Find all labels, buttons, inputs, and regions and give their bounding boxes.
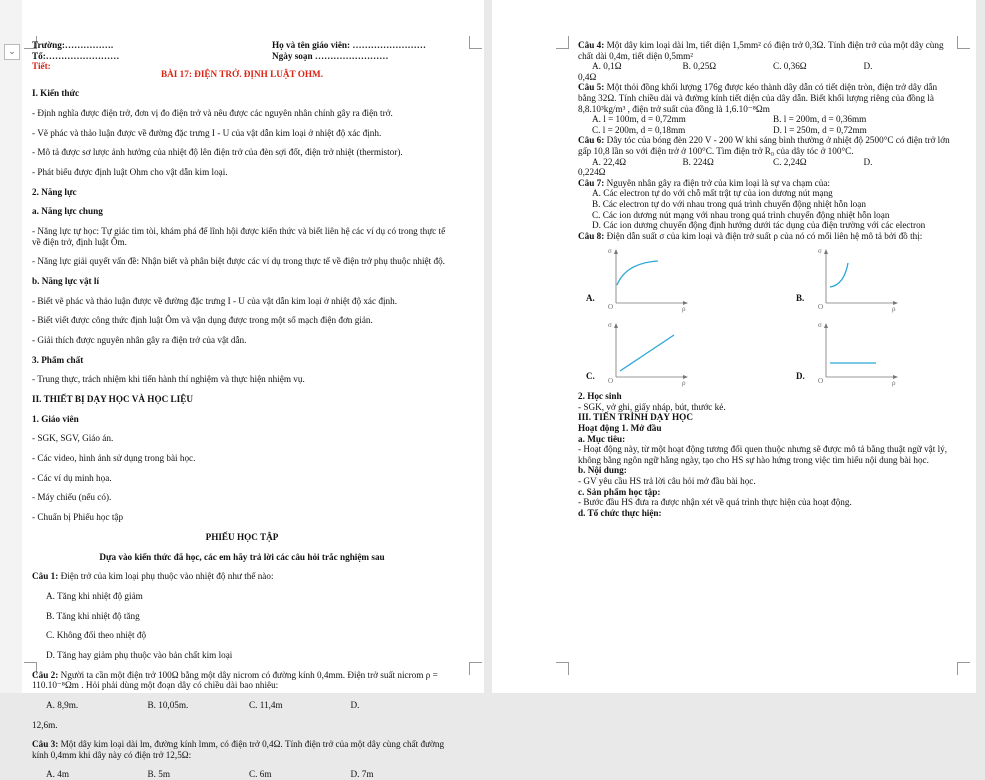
- body-text: - Chuẩn bị Phiếu học tập: [32, 512, 124, 523]
- answer-option[interactable]: D. l = 250m, d = 0,72mm: [773, 124, 867, 135]
- answer-option[interactable]: B. Tăng khi nhiệt độ tăng: [46, 610, 140, 621]
- answer-option[interactable]: C. Không đổi theo nhiệt độ: [46, 630, 147, 641]
- body-text: - Các video, hình ảnh sử dụng trong bài học.: [32, 453, 196, 464]
- answer-option[interactable]: D. 7m: [350, 769, 374, 780]
- body-text: - Trung thực, trách nhiệm khi tiến hành thí nghiệm và thực hiện nhiệm vụ.: [32, 374, 305, 385]
- question-text: Câu 7: Nguyên nhân gây ra điện trở của kim loại là sự va chạm của:: [578, 177, 830, 188]
- answer-options: [32, 769, 452, 780]
- body-text: - Vẽ phác và thảo luận được về đường đặc trưng I - U của vật dẫn kim loại ở nhiệt độ xác định.: [32, 127, 382, 138]
- body-text: - Năng lực giải quyết vấn đề: Nhận biết và phân biệt được các ví dụ trong thực tế về điện trở phụ thuộc nhiệt độ.: [32, 256, 445, 267]
- date-field[interactable]: Ngày soạn ……………………: [272, 50, 389, 61]
- question-text: Câu 3: Một dây kim loại dài lm, đường kính lmm, có điện trở 0,4Ω. Tính điện trở của một dây cùng chất đường kính 0,4mm khi dây này có điện trở 12,5Ω:: [32, 739, 445, 760]
- answer-option[interactable]: D. Tăng hay giảm phụ thuộc vào bản chất kim loại: [46, 649, 233, 660]
- body-text: - Định nghĩa được điện trở, đơn vị đo điện trở và nêu được các nguyên nhân chính gây ra điện trở.: [32, 107, 393, 118]
- question-number: Câu 2:: [32, 669, 59, 680]
- document-page-1: [22, 0, 484, 780]
- question-number: Câu 1:: [32, 571, 59, 582]
- answer-options: [578, 114, 954, 135]
- body-text: - Các ví dụ minh họa.: [32, 472, 112, 483]
- answer-option[interactable]: A. 4m: [46, 769, 69, 780]
- answer-option[interactable]: C. 0,36Ω: [773, 61, 807, 72]
- answer-option[interactable]: C. 11,4m: [249, 699, 283, 710]
- page2-questions: [578, 40, 954, 241]
- answer-option[interactable]: B. 5m: [147, 769, 170, 780]
- answer-option[interactable]: A. 22,4Ω: [592, 156, 627, 167]
- crop-mark: [556, 662, 569, 675]
- answer-option[interactable]: C. 2,24Ω: [773, 156, 807, 167]
- graph-d-svg: [796, 319, 906, 388]
- answer-option[interactable]: C. 6m: [249, 769, 272, 780]
- graph-c-origin: O: [608, 377, 614, 386]
- graph-b-y-label: σ: [818, 247, 822, 256]
- crop-mark: [556, 36, 569, 49]
- body-text: - Máy chiếu (nếu có).: [32, 492, 112, 503]
- group-field[interactable]: Tổ:……………………: [32, 50, 120, 61]
- answer-option[interactable]: A. Tăng khi nhiệt độ giảm: [46, 590, 143, 601]
- graph-a-svg: [586, 245, 696, 314]
- section-heading: III. TIẾN TRÌNH DẠY HỌC: [578, 412, 693, 423]
- graph-b-x-label: ρ: [892, 305, 896, 314]
- body-text: - Biết viết được công thức định luật Ôm và vận dụng được trong một số mạch điện đơn giản.: [32, 315, 373, 326]
- question-number: Câu 4:: [578, 40, 605, 50]
- question-number: Câu 8:: [578, 230, 605, 241]
- graph-d: [796, 319, 906, 388]
- question-text: Câu 6: Dây tóc của bóng đèn 220 V - 200 W khi sáng bình thường ở nhiệt độ 2500°C có điện trở lớn gấp 10,8 lần so với điện trở ở 100°C. Tìm điện trở R₀ của dây tóc ở 100°C.: [578, 135, 950, 156]
- graph-d-y-label: σ: [818, 321, 822, 330]
- graph-d-origin: O: [818, 377, 824, 386]
- graph-b: [796, 245, 906, 314]
- answer-option[interactable]: B. 0,25Ω: [682, 61, 717, 72]
- body-text: 0,4Ω: [578, 71, 597, 82]
- section-heading: d. Tổ chức thực hiện:: [578, 507, 662, 518]
- section-heading: 2. Học sinh: [578, 391, 622, 402]
- graph-a-label[interactable]: A.: [586, 293, 595, 304]
- graph-c-y-label: σ: [608, 321, 612, 330]
- crop-mark: [957, 662, 970, 675]
- page2-content: [578, 40, 954, 518]
- body-text: - Phát biểu được định luật Ohm cho vật dẫn kim loại.: [32, 166, 228, 177]
- graph-d-x-label: ρ: [892, 379, 896, 388]
- body-text: 12,6m.: [32, 719, 58, 730]
- body-text: - Hoạt động này, từ một hoạt động tương đối quen thuộc nhưng sẽ được mô tả bằng thuật ngữ vật lý, không bằng ngôn ngữ hằng ngày, tạo cho HS sự hào hứng trong việc tìm hiểu nội dung bài học.: [578, 444, 948, 465]
- worksheet-heading: PHIẾU HỌC TẬP: [205, 531, 279, 542]
- answer-option[interactable]: A. Các electron tự do với chỗ mất trật tự của ion dương nút mạng: [592, 188, 833, 199]
- body-text: - Năng lực tự học: Tự giác tìm tòi, khám phá để lĩnh hội được kiến thức và biết liên hệ các ví dụ có trong thực tế về điện trở, định luật Ôm.: [32, 226, 446, 247]
- body-text: - GV yêu cầu HS trả lời câu hỏi mở đầu bài học.: [578, 476, 756, 487]
- chevron-down-icon[interactable]: ⌄: [4, 44, 20, 60]
- body-text: 0,224Ω: [578, 167, 606, 178]
- school-field[interactable]: Trường:…………….: [32, 40, 114, 50]
- body-text: - Mô tả được sơ lược ảnh hưởng của nhiệt độ lên điện trở của đèn sợi đốt, điện trở nhiệt (thermistor).: [32, 147, 403, 158]
- answer-option[interactable]: C. Các ion dương nút mạng với nhau trong quá trình chuyển động nhiệt hỗn loạn: [592, 209, 890, 220]
- answer-option[interactable]: B. Các electron tự do với nhau trong quá trình chuyển động nhiệt hỗn loạn: [592, 198, 866, 209]
- answer-options: [578, 61, 954, 72]
- lesson-period: Tiết:: [32, 61, 51, 71]
- graph-b-label[interactable]: B.: [796, 293, 805, 304]
- graph-c-line: [620, 335, 674, 371]
- graph-a-x-label: ρ: [682, 305, 686, 314]
- left-gutter: [0, 0, 22, 693]
- graph-b-svg: [796, 245, 906, 314]
- body-text: - Bước đầu HS đưa ra được nhận xét về quá trình thực hiện của hoạt động.: [578, 497, 852, 508]
- page1-content: [32, 88, 452, 780]
- graph-d-label[interactable]: D.: [796, 371, 805, 382]
- section-heading: b. Nội dung:: [578, 465, 627, 476]
- answer-option[interactable]: D.: [350, 699, 360, 710]
- body-text: - Biết vẽ phác và thảo luận được về đường đặc trưng I - U của vật dẫn kim loại ở nhiệt độ xác định.: [32, 295, 398, 306]
- question-text: Câu 2: Người ta cần một điện trở 100Ω bằng một dây nicrom có đường kính 0,4mm. Điện trở suất nicrom ρ = 110.10⁻⁸Ωm . Hỏi phải dùng một đoạn dây có chiều dài bao nhiêu:: [32, 669, 438, 691]
- answer-option[interactable]: B. 10,05m.: [147, 699, 189, 710]
- question-text: Câu 4: Một dây kim loại dài lm, tiết diện 1,5mm² có điện trở 0,3Ω. Tính điện trở của một dây cùng chất dài 0,4m, tiết diện 0,5mm²: [578, 40, 944, 61]
- question-text: Câu 8: Điện dẫn suất σ của kim loại và điện trở suất ρ của nó có mối liên hệ mô tả bởi đồ thị:: [578, 230, 923, 241]
- section-heading: a. Mục tiêu:: [578, 433, 626, 444]
- section-heading: 3. Phẩm chất: [32, 354, 84, 365]
- graph-a-curve: [617, 261, 658, 285]
- worksheet-heading: Dựa vào kiến thức đã học, các em hãy trả lời các câu hỏi trắc nghiệm sau: [99, 551, 385, 562]
- answer-option[interactable]: D.: [863, 156, 873, 167]
- answer-option[interactable]: D. Các ion dương chuyển động định hướng dưới tác dụng của điện trường với các electron: [592, 220, 926, 231]
- section-heading: c. Sản phẩm học tập:: [578, 486, 661, 497]
- section-heading: a. Năng lực chung: [32, 206, 103, 217]
- section-heading: b. Năng lực vật lí: [32, 275, 100, 286]
- graph-a-origin: O: [608, 303, 614, 312]
- section-heading: Hoạt động 1. Mở đầu: [578, 423, 662, 434]
- question-text: Câu 1: Điện trở của kim loại phụ thuộc vào nhiệt độ như thế nào:: [32, 571, 274, 582]
- crop-mark: [469, 662, 482, 675]
- answer-option[interactable]: B. 224Ω: [682, 156, 714, 167]
- body-text: - SGK, vở ghi, giấy nháp, bút, thước kẻ.: [578, 401, 726, 412]
- section-heading: 2. Năng lực: [32, 186, 77, 197]
- section-heading: II. THIẾT BỊ DẠY HỌC VÀ HỌC LIỆU: [32, 394, 193, 404]
- graph-b-origin: O: [818, 303, 824, 312]
- answer-option[interactable]: A. 0,1Ω: [592, 61, 622, 72]
- answer-option[interactable]: B. l = 200m, d = 0,36mm: [773, 114, 867, 125]
- answer-options: [578, 157, 954, 168]
- question-number: Câu 6:: [578, 135, 605, 146]
- question-number: Câu 3:: [32, 739, 59, 750]
- section-heading: 1. Giáo viên: [32, 413, 79, 424]
- graph-a-y-label: σ: [608, 247, 612, 256]
- question-number: Câu 5:: [578, 82, 605, 93]
- crop-mark: [957, 36, 970, 49]
- graph-options: [578, 243, 954, 391]
- answer-option[interactable]: A. l = 100m, d = 0,72mm: [592, 114, 686, 125]
- section-heading: I. Kiến thức: [32, 88, 80, 99]
- answer-option[interactable]: D.: [863, 61, 873, 72]
- graph-a: [586, 245, 696, 314]
- body-text: - Giải thích được nguyên nhân gây ra điện trở của vật dẫn.: [32, 334, 247, 345]
- body-text: - SGK, SGV, Giáo án.: [32, 433, 114, 444]
- graph-c-label[interactable]: C.: [586, 371, 595, 382]
- answer-options: [32, 700, 452, 711]
- graph-c-svg: [586, 319, 696, 388]
- teacher-field[interactable]: Họ và tên giáo viên: ……………………: [272, 40, 426, 50]
- lesson-header: [32, 40, 452, 780]
- graph-b-curve: [830, 263, 848, 287]
- answer-option[interactable]: C. l = 200m, d = 0,18mm: [592, 124, 686, 135]
- document-page-2: [492, 0, 976, 693]
- crop-mark: [469, 36, 482, 49]
- graph-c-x-label: ρ: [682, 379, 686, 388]
- page2-section-3: [578, 391, 954, 518]
- question-text: Câu 5: Một thỏi đồng khối lượng 176g được kéo thành dây dẫn có tiết diện tròn, điện trở dây dẫn bằng 32Ω. Tính chiều dài và đường kính tiết diện của dây dẫn. Biết khối lượng riêng của đồng là 8,8.10³kg/m³ , điện trở suất của đồng là 1,6.10⁻⁸Ωm: [578, 82, 938, 114]
- lesson-title: BÀI 17: ĐIỆN TRỞ. ĐỊNH LUẬT OHM.: [161, 68, 323, 79]
- answer-option[interactable]: A. 8,9m.: [46, 699, 79, 710]
- question-number: Câu 7:: [578, 177, 605, 188]
- graph-c: [586, 319, 696, 388]
